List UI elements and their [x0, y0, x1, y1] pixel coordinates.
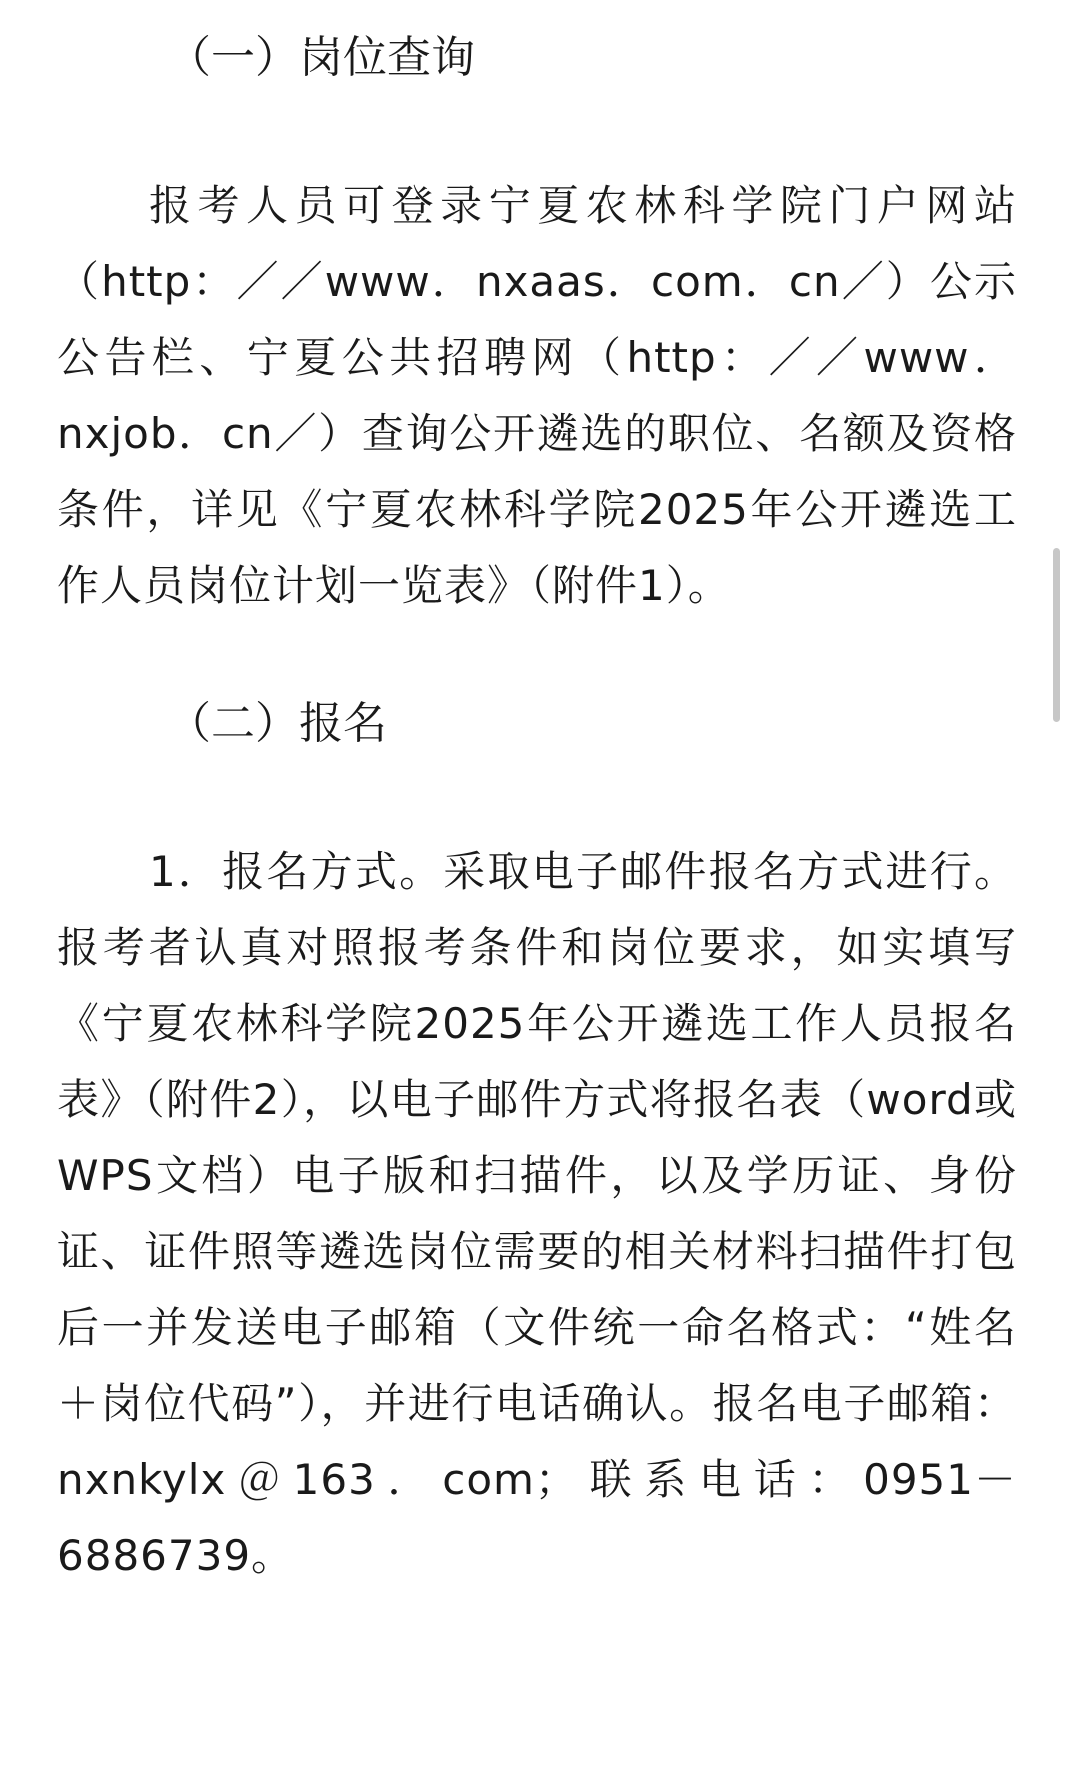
paragraph-position-query: 报考人员可登录宁夏农林科学院门户网站（http：／／www．nxaas．com．cn／）公示公告栏、宁夏公共招聘网（http：／／www．nxjob．cn／）查询公开遴选的职位、名额及资格条件，详见《宁夏农林科学院2025年公开遴选工作人员岗位计划一览表》（附件1）。 [57, 181, 1017, 610]
section-heading-registration: （二）报名 [167, 698, 387, 749]
document-body [57, 20, 1017, 1594]
vertical-scrollbar[interactable] [1053, 548, 1060, 722]
paragraph-registration-method: 1．报名方式。采取电子邮件报名方式进行。报考者认真对照报考条件和岗位要求，如实填写《宁夏农林科学院2025年公开遴选工作人员报名表》（附件2），以电子邮件方式将报名表（word或WPS文档）电子版和扫描件，以及学历证、身份证、证件照等遴选岗位需要的相关材料扫描件打包后一并发送电子邮箱（文件统一命名格式：“姓名＋岗位代码”），并进行电话确认。报名电子邮箱：nxnkylx＠163．com；联系电话：0951－6886739。 [57, 847, 1017, 1580]
section-heading-position-query: （一）岗位查询 [167, 32, 475, 83]
